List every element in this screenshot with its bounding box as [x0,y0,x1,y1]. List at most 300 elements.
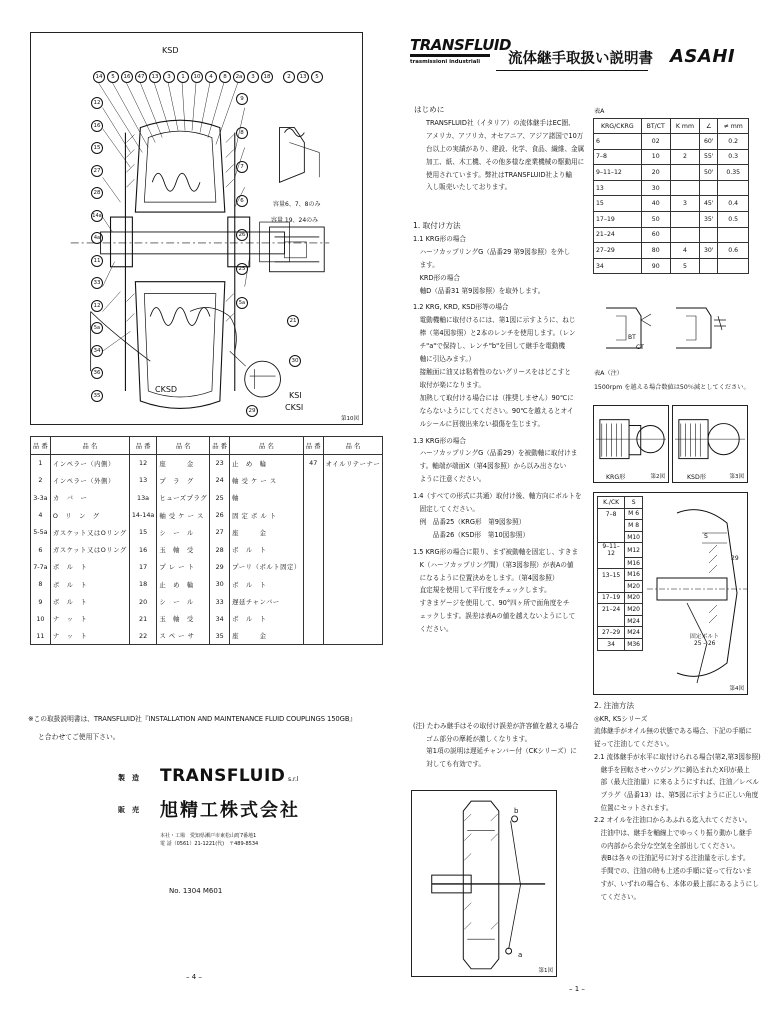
cell: 50' [700,165,718,181]
part-name: ボ ル ト [230,576,304,593]
cell [700,180,718,196]
callout: 14 [93,71,105,83]
figure-2-drawing [594,406,668,482]
figure-4-bolt-number: 25 – 26 [694,641,716,647]
cell [670,165,699,181]
table-row [594,180,749,196]
figure-1-drawing [412,791,556,976]
table-row [31,541,383,558]
col-header: 品 名 [50,437,129,455]
figure-4-s-label: S [704,533,708,540]
figure-4-bolt-label: 固定ボルト [690,634,719,640]
table-row [31,524,383,541]
table-row [598,569,643,581]
part-no: 1 [31,455,51,472]
callout: 11 [91,255,103,267]
part-name [323,524,383,541]
cell: M16 [625,557,643,569]
callout: 2a [233,71,245,83]
figure-2-label: KRG形 [606,474,626,481]
cell: 13–15 [598,569,625,581]
cell: 55' [700,149,718,165]
table-row [598,604,643,616]
part-name: ボ ル ト [50,558,129,575]
part-name [323,576,383,593]
cell [718,227,749,243]
cell: M24 [625,627,643,639]
table-row [31,455,383,472]
section1-line: ルシールに回復出来ない損傷を生じます。 [413,419,545,428]
part-no: 4 [31,506,51,523]
section2-line: ◎KR, KSシリーズ [594,714,648,723]
part-no: 9 [31,593,51,610]
table-row [594,134,749,150]
part-no: 22 [129,627,157,644]
intro-line: 入し販売いたしております。 [426,183,512,192]
transfluid-logo-sub: trasmissioni industriali [410,59,481,65]
section2-heading: 2. 注油方法 [594,701,635,710]
figure-4-bolt [593,492,748,695]
figure-label-ksi: KSI [289,391,302,400]
part-no: 14-14a [129,506,157,523]
part-no [303,472,323,489]
callout: 12 [91,300,103,312]
cell: 7–8 [598,508,625,520]
title-rule [496,70,648,71]
col-header: ≠ mm [718,119,749,134]
note-line: 対しても有効です。 [413,759,486,768]
figure-4-29-label: 29 [731,555,739,562]
callout: 9 [236,93,248,105]
cell: M 6 [625,508,643,520]
cell: 90 [641,258,670,274]
part-name [323,541,383,558]
table-row [598,627,643,639]
section1-line: K（ハーフカップリング間）（第3図参照）が表Aの値 [413,560,574,569]
cell [598,615,625,627]
maker-suffix: s.r.l [288,776,299,783]
section1-heading: 1. 取付け方法 [413,221,461,230]
cell: 20 [641,165,670,181]
figure-2-krg [593,405,669,483]
part-no: 17 [129,558,157,575]
asahi-logo: ASAHI [670,46,736,67]
part-no: 28 [210,541,230,558]
section2-line: 継手を回転させハウジングに鋳込まれたX印が最上 [594,765,750,774]
part-name: ボ ル ト [230,610,304,627]
alignment-sketch [596,298,746,364]
callout: 1 [177,71,189,83]
callout: 16 [91,120,103,132]
section1-line: 品番26（KSD形 第10図参照） [413,530,530,539]
table-row [31,489,383,506]
page-number-left: – 4 – [186,973,202,981]
col-header: S [625,497,643,509]
part-no: 30 [210,576,230,593]
part-name: プ ラ グ [157,472,210,489]
part-no: 18 [129,576,157,593]
part-name: カ バ ー [50,489,129,506]
part-no: 7-7a [31,558,51,575]
cell: 0.4 [718,196,749,212]
cell [598,520,625,532]
part-no: 33 [210,593,230,610]
callout: 26 [236,229,248,241]
section2-line: 位置にセットされます。 [594,803,673,812]
cell: M36 [625,639,643,651]
section1-line: KRD形の場合 [413,273,460,282]
cell [718,180,749,196]
part-name: ボ ル ト [50,593,129,610]
table-a-title: 表A [594,108,605,115]
reference-note-line1: ※この取扱説明書は、TRANSFLUID社『INSTALLATION AND MAINTENANCE FLUID COUPLINGS 150GB』 [28,715,357,723]
part-name: 止 め 輪 [157,576,210,593]
parts-table-header [31,437,383,455]
col-header: 品 名 [157,437,210,455]
document-title: 流体継手取扱い説明書 [508,51,653,67]
part-no: 13 [129,472,157,489]
callout: 14a [91,210,103,222]
table-a [593,118,749,274]
table-row [598,592,643,604]
table-row [598,543,643,558]
part-no: 12 [129,455,157,472]
figure-3-ksd [672,405,748,483]
cell: 21–24 [594,227,642,243]
section1-line: 例 品番25（KRG形 第9図参照） [413,517,526,526]
cell: 60' [700,134,718,150]
section1-line: になるように位置決めをします。（第4図参照） [413,573,559,582]
callout: 34 [91,345,103,357]
section1-line: すきまゲージを使用して、90°四ヶ所で面角度をチ [413,599,570,608]
part-no: 15 [129,524,157,541]
section-installation [413,220,582,636]
callout: 16 [121,71,133,83]
figure-3-label: KSD形 [687,474,706,481]
part-no: 6 [31,541,51,558]
part-no [303,524,323,541]
table-row [594,196,749,212]
part-name: オイルリテーナー [323,455,383,472]
part-name: 軸 受 ケ ー ス [157,506,210,523]
figure-4-caption: 第4図 [729,686,744,692]
callout: 4a [91,232,103,244]
part-name [323,489,383,506]
section2-line: 表Bは各々の注油記号に対する注油量を示します。 [594,854,750,863]
section2-line: 2.1 流体継手が水平に取付けられる場合(第2,第3図参照) [594,752,761,761]
table-row [31,610,383,627]
section2-line: 部（最大注油量）に来るようにすれば、注油／レベル [594,778,759,787]
section2-line: プラグ（品番13）は、第5図に示すように正しい角度 [594,790,759,799]
callout: 15 [91,142,103,154]
part-no [303,489,323,506]
cell: 0.3 [718,149,749,165]
section-oiling [594,700,761,903]
part-name: ボ ル ト [230,541,304,558]
cell: 10 [641,149,670,165]
callout: 5 [107,71,119,83]
reference-note-line2: と合わせてご使用下さい。 [38,733,120,741]
section2-line: 流体継手がオイル無の状態である場合、下記の手順に [594,727,752,736]
part-no: 21 [129,610,157,627]
table-row [598,520,643,532]
section1-line: チ"a"で保持し、レンチ"b"を回して継手を電動機 [413,342,566,351]
part-name: ガスケット又はOリング [50,541,129,558]
section2-line: の内部から余分な空気を全部出してください。 [594,841,740,850]
section1-line: 接触面に油又は粘着性のないグリースをはどこすと [413,367,571,376]
address-line1: 本社・工場 愛知県瀬戸市東松山町7番地1 [160,833,257,839]
coupling-section-drawing [31,33,362,424]
part-no: 34 [210,610,230,627]
col-header: 品 番 [210,437,230,455]
table-row [594,211,749,227]
table-row [598,557,643,569]
section1-line: 1.5 KRG形の場合に限り、まず被動軸を固定し、すきま [413,547,579,556]
callout: 12 [91,97,103,109]
figure-caption: 第10図 [341,416,359,422]
intro-heading: はじめに [414,105,445,114]
cell [718,258,749,274]
table-row [594,149,749,165]
top-callouts [93,71,273,83]
callout: 35 [91,390,103,402]
part-no: 13a [129,489,157,506]
section2-line: 注油中は、継手を軸線上でゆっくり振り動かし継手 [594,829,753,838]
parts-table [30,436,383,645]
part-name: 座 金 [157,455,210,472]
figure-label-cksd: CKSD [155,385,178,394]
cell: M16 [625,569,643,581]
part-name [323,627,383,644]
part-name [323,472,383,489]
table-row [594,258,749,274]
right-callouts [236,93,248,309]
alignment-drawing [596,298,746,364]
part-name: ボ ル ト [50,576,129,593]
part-name: 遅延チャンバー [230,593,304,610]
figure-1-mounting [411,790,557,977]
maker-label: 製 造 [118,774,139,782]
intro-line: 台以上の実績があり、建設、化学、食品、繊維、金属 [426,144,585,153]
part-no: 25 [210,489,230,506]
col-header: 品 番 [31,437,51,455]
callout: 5a [91,322,103,334]
cell [700,227,718,243]
wrench-label-b: b [514,807,519,815]
callout: 5a [236,297,248,309]
inset1-callouts [283,71,323,83]
cell: 4 [670,243,699,259]
cell: 0.5 [718,211,749,227]
cell: 6 [594,134,642,150]
inset1-caption: 容量6、7、8のみ [273,201,321,208]
cell [700,258,718,274]
section1-line: 1.2 KRG, KRD, KSD形等の場合 [413,303,509,312]
cell: M10 [625,531,643,543]
col-header: ∠ [700,119,718,134]
table-a-header [594,119,749,134]
cell: M24 [625,615,643,627]
cell: 17–19 [594,211,642,227]
part-name: ナ ッ ト [50,610,129,627]
part-no: 5-5a [31,524,51,541]
table-row [598,581,643,593]
cell [670,134,699,150]
part-name: シ ー ル [157,524,210,541]
callout: 5 [311,71,323,83]
part-no [303,576,323,593]
section1-line: 電動機軸に取付けるには、第1図に示すように、ねじ [413,316,576,325]
figure-title-ksd: KSD [162,46,179,55]
callout: 2 [283,71,295,83]
callout: 30 [289,355,301,367]
table-row [594,243,749,259]
part-name: シ ー ル [157,593,210,610]
cell: 40 [641,196,670,212]
callout: 10 [191,71,203,83]
cell: 45' [700,196,718,212]
section1-line: 1.4（すべての形式に共通）取付け後、軸方向にボルトを [413,492,582,501]
section1-line: 軸D（品番31 第9図参照）を取外します。 [413,286,545,295]
section1-line: 棒（第4図参照）と2本のレンチを使用します。（レン [413,329,576,338]
section2-line: すが、いずれの場合も、本体の最上部にあるようにし [594,879,759,888]
section1-line: ように注意ください。 [413,475,486,484]
section1-line: 固定してください。 [413,505,479,514]
figure-4-drawing [647,493,747,693]
cell: 9–11–12 [598,543,625,558]
transfluid-logo-text: TRANSFLUID [410,36,490,57]
part-name: プ レ ー ト [157,558,210,575]
section1-line: ください。 [413,625,453,634]
callout: 33 [91,277,103,289]
part-name: 座 金 [230,524,304,541]
cell: 34 [598,639,625,651]
document-number: No. 1304 M601 [169,887,223,895]
cell: 30' [700,243,718,259]
figure-3-drawing [673,406,747,482]
section1-line: 加熱して取付ける場合には（推奨しません）90℃に [413,393,574,402]
col-header: K./CK [598,497,625,509]
section1-line: す。軸端が端面X（第4図参照）から以み出さない [413,462,567,471]
table-row [598,508,643,520]
col-header: 品 番 [303,437,323,455]
cell: 50 [641,211,670,227]
label-ct: CT [636,344,644,351]
cell: 13 [594,180,642,196]
part-name [323,558,383,575]
part-no: 20 [129,593,157,610]
part-name: ヒューズプラグ [157,489,210,506]
part-name: 止 め 輪 [230,455,304,472]
table-row [594,165,749,181]
cell [670,227,699,243]
cell: M20 [625,581,643,593]
table-a-note: 表A（注） [594,370,623,377]
intro-line: 使用されています。弊社はTRANSFLUID社より輸 [426,170,572,179]
part-name: 固 定 ボ ル ト [230,506,304,523]
part-name: 座 金 [230,627,304,644]
callout: 4 [205,71,217,83]
cell: 60 [641,227,670,243]
part-no [303,558,323,575]
part-no: 27 [210,524,230,541]
callout: 18 [261,71,273,83]
cell: 17–19 [598,592,625,604]
exploded-section-figure [30,32,363,425]
section2-line: てください。 [594,892,641,901]
cell: 30 [641,180,670,196]
part-no: 11 [31,627,51,644]
callout: 36 [91,367,103,379]
part-no: 26 [210,506,230,523]
callout: 27 [91,165,103,177]
seller-name: 旭精工株式会社 [160,800,300,821]
col-header: 品 番 [129,437,157,455]
part-name: 軸 [230,489,304,506]
callout: 6 [236,195,248,207]
part-no [303,541,323,558]
part-no [303,627,323,644]
cell [598,557,625,569]
table-row [598,639,643,651]
part-name: ガスケット又はOリング [50,524,129,541]
cell: M12 [625,543,643,558]
part-name: インペラー（内側） [50,455,129,472]
note-line: 第1項の説明は遅延チャンバー付（CKシリーズ）に [413,747,577,755]
part-name [323,610,383,627]
cell: M20 [625,604,643,616]
cell: 34 [594,258,642,274]
page-number-right: – 1 – [569,985,585,993]
section1-line: 1.1 KRG形の場合 [413,234,466,243]
note-line: ゴム部分の摩耗が激しくなります。 [413,734,532,743]
part-no: 24 [210,472,230,489]
wrench-label-a: a [518,951,523,959]
part-no: 10 [31,610,51,627]
section1-line: 1.3 KRG形の場合 [413,436,466,445]
cell: 27–29 [598,627,625,639]
figure-1-caption: 第1図 [538,968,553,974]
callout: 47 [135,71,147,83]
section1-line: 直定規を使用して平行度をチェックします。 [413,586,551,595]
part-no: 3-3a [31,489,51,506]
section1-line: ハーフカップリングG（品番29 第9図参照）を外し [413,247,571,256]
cell: 0.2 [718,134,749,150]
part-name: ナ ッ ト [50,627,129,644]
note-line: (注) たわみ継手はその取付け誤差が許容値を越える場合 [413,722,579,730]
part-no: 23 [210,455,230,472]
label-bt: BT [628,334,636,341]
maker-name: TRANSFLUID [160,766,286,786]
cell: 2 [670,149,699,165]
cell: 5 [670,258,699,274]
part-name: プーリ（ボルト固定） [230,558,304,575]
callout: 8 [236,127,248,139]
cell: 0.6 [718,243,749,259]
col-header: BT/CT [641,119,670,134]
cell: 7–8 [594,149,642,165]
figure-label-cksi: CKSI [285,403,304,412]
figure-3-caption: 第3図 [729,474,744,480]
address-line2: 電 話（0561）21-1221(代) 〒489-8534 [160,841,259,847]
installation-note [413,720,579,770]
part-name [323,593,383,610]
part-no: 16 [129,541,157,558]
table-row [31,593,383,610]
table-row [594,227,749,243]
part-name: 軸 受 ケ ー ス [230,472,304,489]
callout: 28 [91,187,103,199]
